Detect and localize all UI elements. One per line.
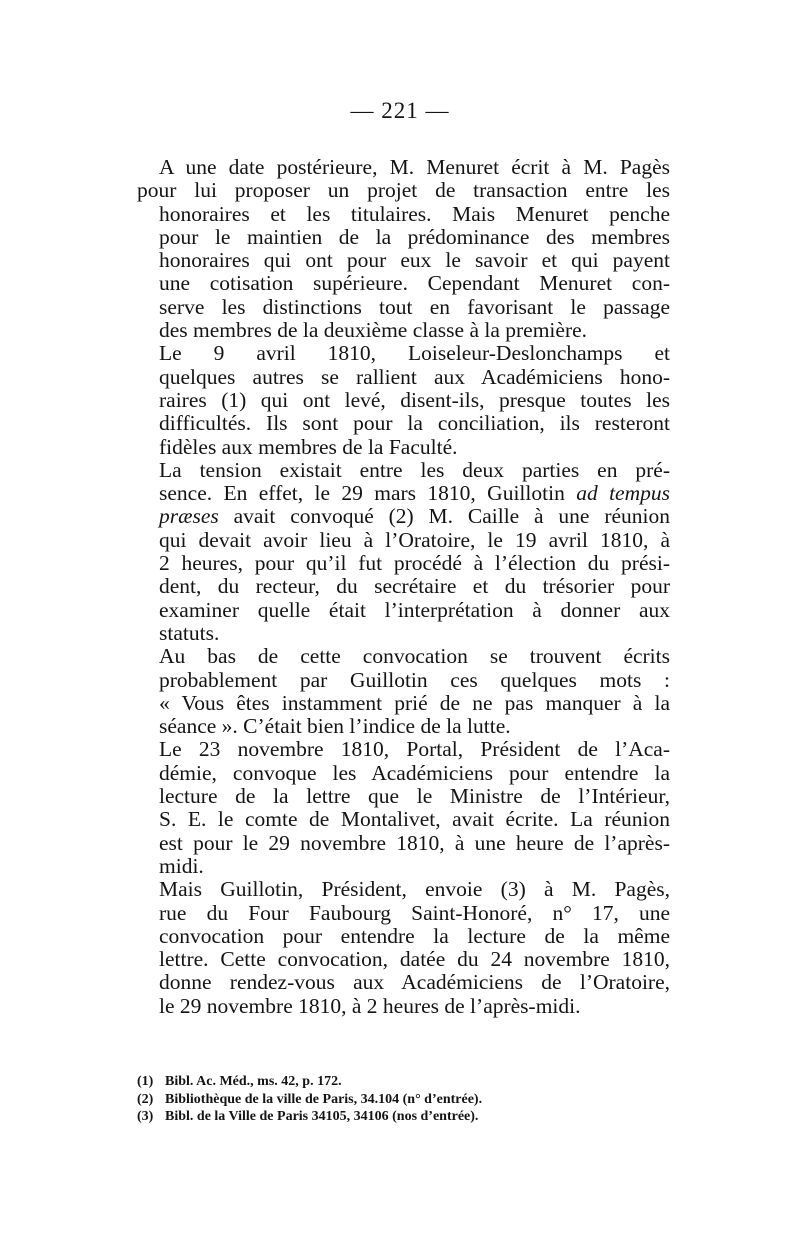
footnote-text: Bibliothèque de la ville de Paris, 34.104 (n° d’entrée).: [165, 1091, 483, 1107]
footnote-number: (1): [137, 1074, 154, 1089]
text-line: S. E. le comte de Montalivet, avait écrite. La réunion: [159, 807, 670, 832]
paragraph-5: [137, 738, 670, 878]
text-line: Le 9 avril 1810, Loiseleur-Deslonchamps et: [159, 341, 670, 366]
text-line: [137, 505, 670, 528]
footnote-3: [137, 1108, 670, 1126]
body-text: [137, 156, 670, 1018]
text-line: raires (1) qui ont levé, disent-ils, presque toutes les: [159, 387, 670, 412]
footnote-1: [137, 1073, 670, 1091]
text-line: une cotisation supérieure. Cependant Menuret con-: [159, 271, 670, 296]
text-line: pour le maintien de la prédominance des membres: [159, 224, 670, 249]
text-line: rue du Four Faubourg Saint-Honoré, n° 17, une: [159, 900, 670, 925]
text-run: sence. En effet, le 29 mars 1810, Guillotin: [159, 481, 577, 506]
text-line: est pour le 29 novembre 1810, à une heure de l’après-: [159, 830, 670, 855]
text-line: 2 heures, pour qu’il fut procédé à l’élection du prési-: [159, 551, 670, 576]
text-line: pour lui proposer un projet de transaction entre les: [137, 178, 670, 203]
footnote-2: [137, 1091, 670, 1109]
paragraph-3: [137, 459, 670, 645]
text-line: « Vous êtes instamment prié de ne pas manquer à la: [159, 690, 670, 715]
paragraph-4: [137, 645, 670, 738]
text-line: midi.: [159, 853, 204, 878]
italic-run: ad tempus: [576, 481, 670, 506]
text-line: probablement par Guillotin ces quelques mots :: [159, 667, 670, 692]
italic-run: præses: [159, 504, 219, 529]
text-line: examiner quelle était l’interprétation à donner aux: [159, 597, 670, 622]
text-line: fidèles aux membres de la Faculté.: [159, 434, 458, 459]
text-line: qui devait avoir lieu à l’Oratoire, le 19 avril 1810, à: [159, 527, 670, 552]
text-line: honoraires qui ont pour eux le savoir et qui payent: [159, 248, 670, 273]
text-line: honoraires et les titulaires. Mais Menuret penche: [159, 201, 670, 226]
text-line: des membres de la deuxième classe à la première.: [159, 318, 588, 343]
text-line: statuts.: [159, 620, 220, 645]
footnote-number: (2): [137, 1091, 154, 1107]
page-number: — 221 —: [350, 98, 450, 123]
text-line: convocation pour entendre la lecture de la même: [159, 923, 670, 948]
text-line: le 29 novembre 1810, à 2 heures de l’après-midi.: [159, 993, 581, 1018]
text-line: La tension existait entre les deux parties en pré-: [159, 457, 670, 482]
footnote-text: Bibl. de la Ville de Paris 34105, 34106 (nos d’entrée).: [165, 1109, 479, 1124]
text-line: [137, 482, 670, 505]
text-line: dent, du recteur, du secrétaire et du trésorier pour: [159, 574, 670, 599]
text-line: serve les distinctions tout en favorisant le passage: [159, 294, 670, 319]
paragraph-6: [137, 878, 670, 1018]
text-line: démie, convoque les Académiciens pour entendre la: [159, 760, 670, 785]
text-line: quelques autres se rallient aux Académiciens hono-: [159, 364, 670, 389]
paragraph-2: [137, 342, 670, 458]
paragraph-1: [137, 156, 670, 342]
text-line: lettre. Cette convocation, datée du 24 novembre 1810,: [159, 947, 670, 972]
footnotes: [137, 1073, 670, 1126]
text-line: Le 23 novembre 1810, Portal, Président de l’Aca-: [159, 737, 670, 762]
text-line: Mais Guillotin, Président, envoie (3) à M. Pagès,: [159, 877, 670, 902]
footnote-number: (3): [137, 1109, 154, 1124]
text-line: séance ». C’était bien l’indice de la lutte.: [159, 714, 511, 739]
text-line: difficultés. Ils sont pour la conciliation, ils resteront: [159, 411, 670, 436]
footnote-text: Bibl. Ac. Méd., ms. 42, p. 172.: [165, 1074, 342, 1089]
text-line: lecture de la lettre que le Ministre de l’Intérieur,: [159, 784, 670, 809]
text-line: A une date postérieure, M. Menuret écrit à M. Pagès: [159, 155, 670, 179]
text-line: donne rendez-vous aux Académiciens de l’Oratoire,: [159, 970, 670, 995]
text-run: avait convoqué (2) M. Caille à une réunion: [218, 504, 670, 529]
text-line: Au bas de cette convocation se trouvent écrits: [159, 644, 670, 669]
